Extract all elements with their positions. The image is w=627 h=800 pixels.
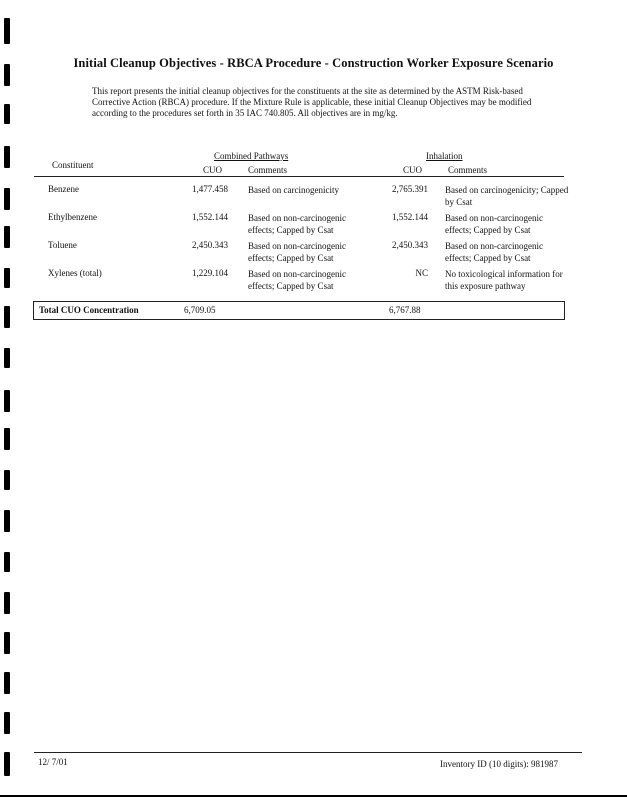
row-comment-inhalation: No toxicological information for this exposure pathway <box>445 269 563 291</box>
cleanup-objectives-table <box>0 0 627 330</box>
binder-mark <box>4 592 10 614</box>
row-constituent: Benzene <box>48 184 79 194</box>
header-inhalation: Inhalation <box>426 151 463 161</box>
total-label: Total CUO Concentration <box>39 305 139 315</box>
header-cuo-inhalation: CUO <box>403 165 423 175</box>
header-cuo-combined: CUO <box>203 165 223 175</box>
binder-mark <box>4 672 10 694</box>
row-cuo-combined: 1,477.458 <box>192 184 228 194</box>
footer-divider <box>34 752 582 753</box>
header-comments-inhalation: Comments <box>448 165 488 175</box>
binder-mark <box>4 348 10 368</box>
page-bottom-edge <box>0 795 627 797</box>
row-comment-inhalation: Based on carcinogenicity; Capped by Csat <box>445 185 569 207</box>
header-divider <box>34 176 564 177</box>
binder-mark <box>4 510 10 532</box>
binder-mark <box>4 752 10 776</box>
row-cuo-combined: 1,229.104 <box>192 268 228 278</box>
header-combined-pathways: Combined Pathways <box>214 151 289 161</box>
row-comment-combined: Based on non-carcinogenic effects; Capped by Csat <box>248 213 346 235</box>
binder-mark <box>4 712 10 734</box>
total-row <box>33 301 565 320</box>
footer-date: 12/ 7/01 <box>38 757 68 767</box>
row-cuo-inhalation: 2,450.343 <box>392 240 428 250</box>
header-constituent: Constituent <box>52 160 94 170</box>
row-comment-inhalation: Based on non-carcinogenic effects; Capped by Csat <box>445 241 543 263</box>
row-cuo-combined: 1,552.144 <box>192 212 228 222</box>
row-cuo-inhalation: 1,552.144 <box>392 212 428 222</box>
total-value-inhalation: 6,767.88 <box>389 305 421 315</box>
row-comment-combined: Based on carcinogenicity <box>248 185 339 195</box>
report-title: Initial Cleanup Objectives - RBCA Procedure - Construction Worker Exposure Scenario <box>73 56 554 70</box>
binder-mark <box>4 428 10 450</box>
total-value-combined: 6,709.05 <box>184 305 216 315</box>
row-comment-combined: Based on non-carcinogenic effects; Capped by Csat <box>248 241 346 263</box>
row-constituent: Xylenes (total) <box>48 268 102 278</box>
row-cuo-combined: 2,450.343 <box>192 240 228 250</box>
row-comment-inhalation: Based on non-carcinogenic effects; Capped by Csat <box>445 213 543 235</box>
binder-mark <box>4 552 10 572</box>
row-comment-combined: Based on non-carcinogenic effects; Capped by Csat <box>248 269 346 291</box>
footer-inventory-id: Inventory ID (10 digits): 981987 <box>440 759 558 769</box>
row-cuo-inhalation: NC <box>415 268 428 278</box>
intro-paragraph: This report presents the initial cleanup objectives for the constituents at the site as determined by the ASTM Risk-based Corrective Action (RBCA) procedure. If the Mixture Rule is applicable, these initial Cleanup Objectives may be modified according to the procedures set forth in 35 IAC 740.805. All objectives are in mg/kg. <box>92 86 532 118</box>
binder-mark <box>4 470 10 490</box>
row-cuo-inhalation: 2,765.391 <box>392 184 428 194</box>
row-constituent: Ethylbenzene <box>48 212 97 222</box>
row-constituent: Toluene <box>48 240 77 250</box>
binder-mark <box>4 390 10 412</box>
header-comments-combined: Comments <box>248 165 288 175</box>
binder-mark <box>4 632 10 654</box>
